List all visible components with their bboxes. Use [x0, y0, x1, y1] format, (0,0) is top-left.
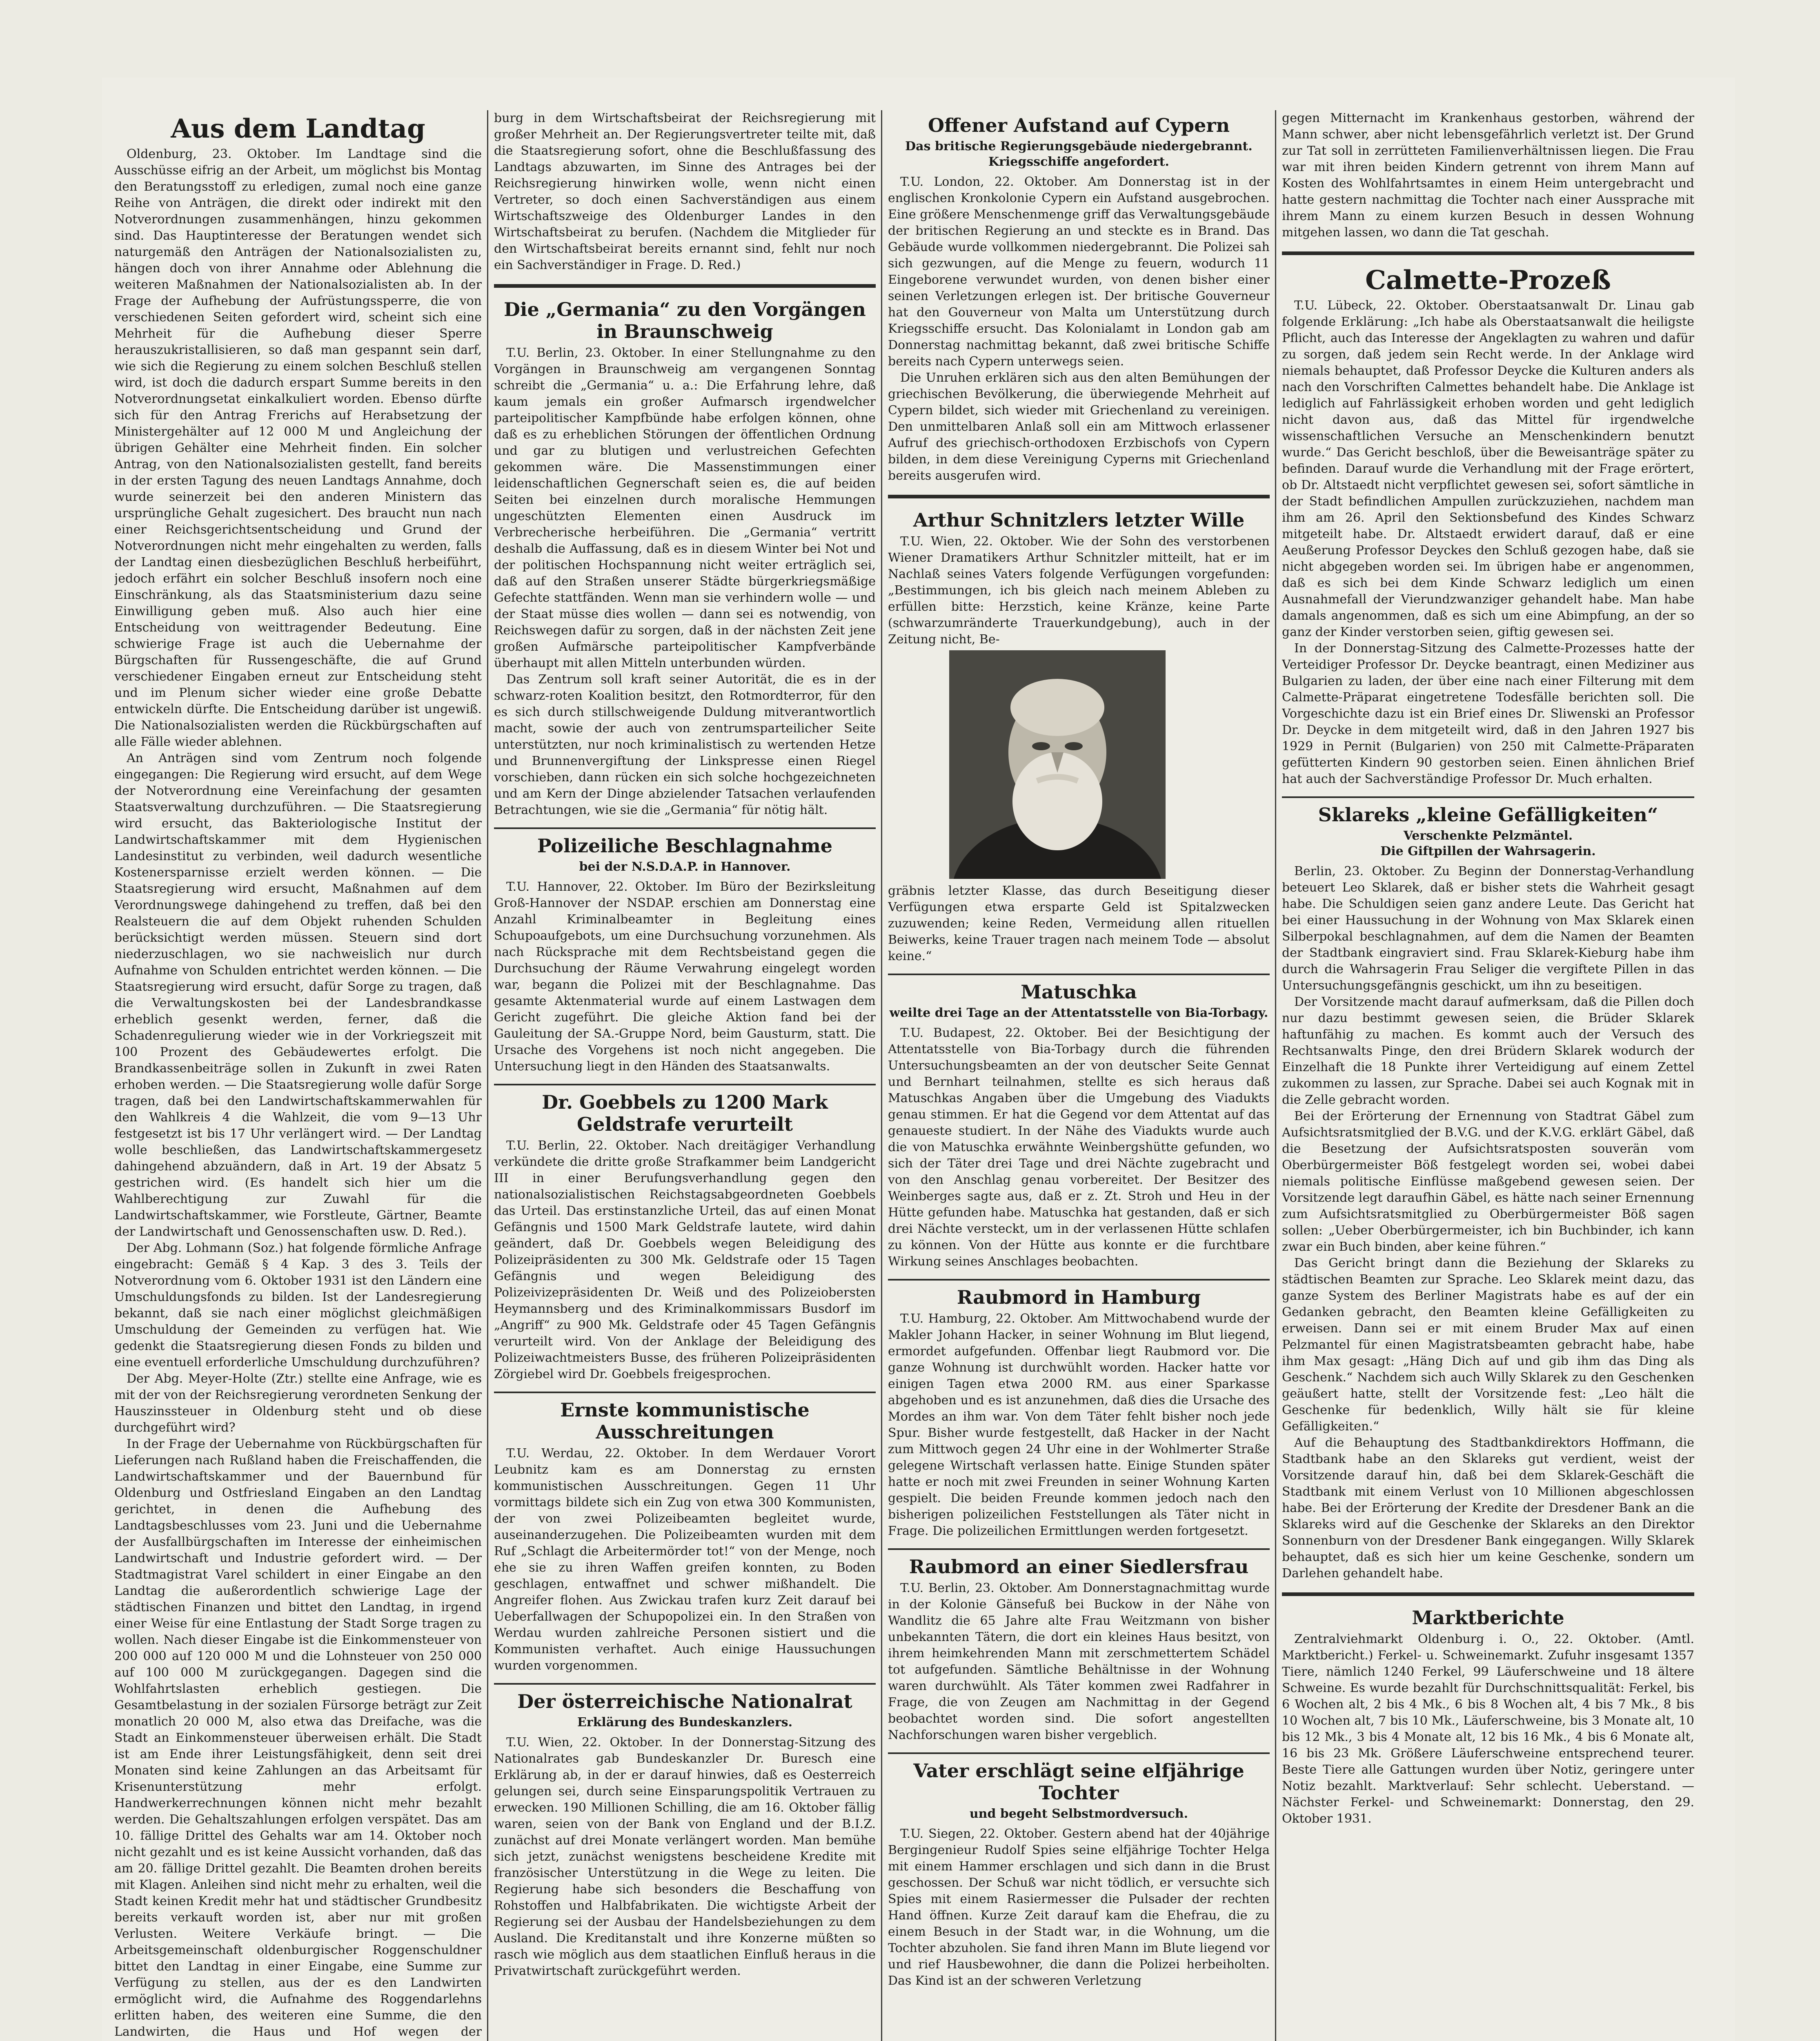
- article-paragraph: In der Frage der Uebernahme von Rückbürgschaften für Lieferungen nach Rußland haben die Freischaffenden, die Landwirtschaftskammer und der Bauernbund für Oldenburg und Ostfriesland Eingaben an den Landtag gerichtet, in denen die Aufhebung des Landtagsbeschlusses vom 23. Juni und die Uebernahme der Ausfallbürgschaften im Interesse der einheimischen Landwirtschaft und Industrie gefordert wird. — Der Stadtmagistrat Varel schildert in einer Eingabe an den Landtag die außerordentlich schwierige Lage der städtischen Finanzen und bittet den Landtag, in irgend einer Weise für eine Entlastung der Stadt Sorge tragen zu wollen. Nach dieser Eingabe ist die Einkommensteuer von 200 000 auf 120 000 M und die Lohnsteuer von 250 000 auf 100 000 M zurückgegangen. Dagegen sind die Wohlfahrtslasten erheblich gestiegen. Die Gesamtbelastung in der sozialen Fürsorge beträgt zur Zeit monatlich 20 000 M, also etwa das Dreifache, was die Stadt an Einkommensteuer überweisen erhält. Die Stadt ist am Ende ihrer Leistungsfähigkeit, denn seit drei Monaten sind keine Zahlungen an das Arbeitsamt für Krisenunterstützung mehr erfolgt. Handwerkerrechnungen können nicht mehr bezahlt werden. Die Gehaltszahlungen erfolgen verspätet. Das am 10. fällige Drittel des Gehalts war am 14. Oktober noch nicht gezahlt und es ist keine Aussicht vorhanden, daß das am 20. fällige Drittel gezahlt. Die Beamten drohen bereits mit Klagen. Anleihen sind nicht mehr zu erhalten, weil die Stadt keinen Kredit mehr hat und städtischer Grundbesitz bereits verkauft worden ist, aber nur mit großen Verlusten. Weitere Verkäufe bringt. — Die Arbeitsgemeinschaft oldenburgischer Roggenschuldner bittet den Landtag in einer Eingabe, eine Summe zur Verfügung zu stellen, aus der es den Landwirten ermöglicht wird, die Aufnahme des Roggendarlehns erlitten haben, des weiteren eine Summe, die den Landwirten, die Haus und Hof wegen der: [114, 1437, 482, 2039]
- portrait-photo: [949, 650, 1166, 879]
- article-subtitle: Das britische Regierungsgebäude niedergebrannt.: [905, 139, 1253, 153]
- article-goebbels: [494, 1091, 876, 1383]
- article-vater-tochter: [888, 1760, 1270, 1989]
- article-siedlersfrau: [888, 1556, 1270, 1743]
- article-paragraph: Berlin, 23. Oktober. Zu Beginn der Donnerstag-Verhandlung beteuert Leo Sklarek, daß er bisher stets die Wahrheit gesagt habe. Die Schuldigen seien ganz andere Leute. Das Gericht hat bei einer Haussuchung in der Wohnung von Max Sklarek einen Silberpokal beschlagnahmen, auf dem die Namen der Beamten der Stadtbank eingraviert sind. Frau Sklarek-Kieburg habe ihm durch die Wahrsagerin Frau Seliger die vergiftete Pillen in das Untersuchungsgefängnis geschickt, um ihn zu beseitigen.: [1282, 864, 1694, 993]
- article-subtitle: weilte drei Tage an der Attentatsstelle von Bia-Torbagy.: [889, 1006, 1268, 1020]
- section-rule: [494, 1084, 876, 1085]
- article-subtitle: Verschenkte Pelzmäntel.: [1403, 829, 1573, 843]
- section-rule: [494, 1683, 876, 1685]
- section-rule: [888, 495, 1270, 498]
- article-paragraph: Die Unruhen erklären sich aus den alten Bemühungen der griechischen Bevölkerung, die überwiegende Mehrheit auf Cypern bildet, sich wieder mit Griechenland zu vereinigen. Den unmittelbaren Anlaß soll ein am Mittwoch erlassener Aufruf des griechisch-orthodoxen Erzbischofs von Cypern bilden, in dem diese Vereinigung Cyperns mit Griechenland bereits ausgerufen wird.: [888, 371, 1270, 483]
- column-divider: [1275, 110, 1276, 2041]
- article-germania: [494, 298, 876, 818]
- article-paragraph: Bei der Erörterung der Ernennung von Stadtrat Gäbel zum Aufsichtsratsmitglied der B.V.G. und der K.V.G. erklärt Gäbel, daß die Besetzung der Aufsichtsratsposten souverän vom Oberbürgermeister Böß festgelegt worden sei, wobei dabei niemals politische Einflüsse maßgebend gewesen seien. Der Vorsitzende legt daraufhin Gäbel, es hätte nach seiner Ernennung zum Aufsichtsratsmitglied zu Oberbürgermeister Böß sagen sollen: „Ueber Oberbürgermeister, ich bin Buchbinder, ich kann zwar ein Buch binden, aber keine führen.“: [1282, 1109, 1694, 1254]
- article-paragraph: T.U. Hannover, 22. Oktober. Im Büro der Bezirksleitung Groß-Hannover der NSDAP. erschien am Donnerstag eine Anzahl Kriminalbeamter in Begleitung eines Schupoaufgebots, um eine Durchsuchung vorzunehmen. Als nach Rücksprache mit dem Rechtsbeistand gegen die Durchsuchung der Räume Verwahrung eingelegt worden war, begann die Polizei mit der Beschlagnahme. Das gesamte Aktenmaterial wurde auf einem Lastwagen dem Gericht zugeführt. Die gleiche Aktion fand bei der Gauleitung der SA.-Gruppe Nord, beim Gausturm, statt. Die Ursache des Vorgehens ist noch nicht angegeben. Die Untersuchung liegt in den Händen des Staatsanwalts.: [494, 880, 876, 1074]
- column-3: [888, 110, 1270, 2041]
- article-title: Marktberichte: [1412, 1607, 1564, 1629]
- article-paragraph: T.U. Berlin, 23. Oktober. In einer Stellungnahme zu den Vorgängen in Braunschweig am vergangenen Sonntag schreibt die „Germania“ u. a.: Die Erfahrung lehre, daß kaum jemals ein großer Aufmarsch irgendwelcher parteipolitischer Kampfbünde habe erfolgen können, ohne daß es zu erheblichen Störungen der öffentlichen Ordnung und gar zu blutigen und verlustreichen Gefechten gekommen wäre. Die Massenstimmungen einer leidenschaftlichen Gegnerschaft seien es, die auf beiden Seiten bei einzelnen durch moralische Hemmungen ungeschützten Elementen einen Ausdruck im Verbrecherische herbeiführen. Die „Germania“ vertritt deshalb die Auffassung, daß es in diesem Winter bei Not und der politischen Hochspannung nicht weiter erträglich sei, daß auf den Straßen unserer Städte bürgerkriegsmäßige Gefechte stattfänden. Wenn man sie verhindern wolle — und der Staat müsse dies wollen — dann sei es notwendig, von Reichswegen dafür zu sorgen, daß in der nächsten Zeit jene großen Aufmärsche parteipolitischer Kampfverbände überhaupt mit allen Mitteln unterbunden würden.: [494, 346, 876, 670]
- article-cypern: [888, 114, 1270, 484]
- article-title: Sklareks „kleine Gefälligkeiten“: [1318, 804, 1658, 826]
- article-paragraph: Das Gericht bringt dann die Beziehung der Sklareks zu städtischen Beamten zur Sprache. Leo Sklarek meint dazu, das ganze System des Berliner Magistrats habe es auf der ein Gedanken gebracht, den Beamten kleine Gefälligkeiten zu erweisen. Dann sei er mit einem Bruder Max auf einen Pelzmantel für einen Magistratsbeamten gebracht habe, habe ihm Max gesagt: „Häng Dich auf und gib ihm das Ding als Geschenk.“ Nachdem sich auch Willy Sklarek zu den Geschenken geäußert hatte, stellt der Vorsitzende fest: „Leo hält die Geschenke für bedenklich, Willy hält sie für kleine Gefälligkeiten.“: [1282, 1256, 1694, 1434]
- article-raubmord-hamburg: [888, 1286, 1270, 1539]
- article-calmette: [1282, 266, 1694, 787]
- article-paragraph: gräbnis letzter Klasse, das durch Beseitigung dieser Verfügungen etwa ersparte Geld ist Spitalzwecken zuzuwenden; keine Reden, Vermeidung allen rituellen Beiwerks, keine Trauer tragen nach meinem Tode — absolut keine.“: [888, 884, 1270, 963]
- section-rule: [888, 1752, 1270, 1754]
- column-1: [114, 110, 482, 2041]
- article-paragraph: Der Abg. Meyer-Holte (Ztr.) stellte eine Anfrage, wie es mit der von der Reichsregierung verordneten Senkung der Hauszinssteuer in Oldenburg steht und ob diese durchgeführt wird?: [114, 1372, 482, 1435]
- article-subtitle: Erklärung des Bundeskanzlers.: [577, 1715, 793, 1730]
- article-subtitle: Die Giftpillen der Wahrsagerin.: [1380, 844, 1596, 858]
- article-title: Matuschka: [1021, 981, 1137, 1003]
- portrait-illustration: [949, 650, 1166, 879]
- article-paragraph: T.U. Werdau, 22. Oktober. In dem Werdauer Vorort Leubnitz kam es am Donnerstag zu ernsten kommunistischen Ausschreitungen. Gegen 11 Uhr vormittags bildete sich ein Zug von etwa 300 Kommunisten, der von zwei Polizeibeamten begleitet wurde, auseinanderzugehen. Die Polizeibeamten wurden mit dem Ruf „Schlagt die Arbeitermörder tot!“ von der Menge, noch ehe sie zu ihren Waffen greifen konnten, zu Boden geschlagen, entwaffnet und schwer mißhandelt. Die Angreifer flohen. Aus Zwickau trafen kurz Zeit darauf bei Ueberfallwagen der Schupopolizei ein. In den Straßen von Werdau wurden zahlreiche Personen sistiert und die Kommunisten verhaftet. Auch einige Haussuchungen wurden vorgenommen.: [494, 1446, 876, 1673]
- article-marktberichte: [1282, 1607, 1694, 1827]
- article-paragraph: T.U. London, 22. Oktober. Am Donnerstag ist in der englischen Kronkolonie Cypern ein Aufstand ausgebrochen. Eine größere Menschenmenge griff das Verwaltungsgebäude der britischen Regierung an und steckte es in Brand. Das Gebäude wurde vollkommen niedergebrannt. Die Polizei sah sich gezwungen, auf die Menge zu feuern, wodurch 11 Eingeborene verwundet wurden, von denen bisher einer seinen Verletzungen erlegen ist. Der britische Gouverneur hat den Gouverneur von Malta um Unterstützung durch Kriegsschiffe ersucht. Das Kolonialamt in London gab am Donnerstag nachmittag bekannt, daß zwei britische Schiffe bereits nach Cypern unterwegs seien.: [888, 175, 1270, 369]
- article-paragraph: In der Donnerstag-Sitzung des Calmette-Prozesses hatte der Verteidiger Professor Dr. Deycke beantragt, einen Mediziner aus Bulgarien zu laden, der über eine nach einer Filterung mit dem Calmette-Präparat eingetretene Todesfälle berichten soll. Die Vorgeschichte dazu ist ein Brief eines Dr. Sliwenski an Professor Dr. Deycke in dem mitgeteilt wird, daß in den Jahren 1927 bis 1929 in Pernit (Bulgarien) von 250 mit Calmette-Präparaten gefütterten Kindern 90 gestorben seien. Einen ähnlichen Brief hat auch der Sachverständige Professor Dr. Much erhalten.: [1282, 641, 1694, 786]
- article-paragraph: T.U. Siegen, 22. Oktober. Gestern abend hat der 40jährige Bergingenieur Rudolf Spies seine elfjährige Tochter Helga mit einem Hammer erschlagen und sich dann in die Brust geschossen. Der Schuß war nicht tödlich, er versuchte sich Spies mit einem Rasiermesser die Pulsader der rechten Hand öffnen. Kurze Zeit darauf kam die Ehefrau, die zu einem Besuch in der Stadt war, in die Wohnung, um die Tochter abzuholen. Sie fand ihren Mann im Blute liegend vor und rief Hausbewohner, die dann die Polizei herbeiholten. Das Kind ist an der schweren Verletzung: [888, 1827, 1270, 1988]
- article-title: Der österreichische Nationalrat: [517, 1690, 852, 1712]
- article-paragraph: T.U. Wien, 22. Oktober. In der Donnerstag-Sitzung des Nationalrates gab Bundeskanzler Dr. Buresch eine Erklärung ab, in der er darauf hinwies, daß es Oesterreich gelungen sei, durch seine Einsparungspolitik Vertrauen zu erwecken. 190 Millionen Schilling, die am 16. Oktober fällig waren, seien von der Bank von England und der B.I.Z. zunächst auf drei Monate verlängert worden. Man bemühe sich jetzt, zunächst wenigstens bescheidene Kredite mit französischer Unterstützung in die Wege zu leiten. Die Regierung habe sich besonders die Beschaffung von Rohstoffen und Halbfabrikaten. Die wichtigste Arbeit der Regierung sei der Ausbau der Handelsbeziehungen zu dem Ausland. Die Kreditanstalt und ihre Konzerne müßten so rasch wie möglich aus dem staatlichen Einfluß heraus in die Privatwirtschaft zurückgeführt werden.: [494, 1735, 876, 1978]
- article-schnitzler: [888, 509, 1270, 965]
- section-rule: [888, 1548, 1270, 1550]
- article-title: Raubmord in Hamburg: [957, 1286, 1201, 1308]
- section-rule: [1282, 796, 1694, 798]
- article-paragraph: Zentralviehmarkt Oldenburg i. O., 22. Oktober. (Amtl. Marktbericht.) Ferkel- u. Schweinemarkt. Zufuhr insgesamt 1357 Tiere, nämlich 1240 Ferkel, 99 Läuferschweine und 18 ältere Schweine. Es wurde bezahlt für Durchschnittsqualität: Ferkel, bis 6 Wochen alt, 2 bis 4 Mk., 6 bis 8 Wochen alt, 4 bis 7 Mk., 8 bis 10 Wochen alt, 7 bis 10 Mk., Läuferschweine, bis 3 Monate alt, 10 bis 12 Mk., 3 bis 4 Monate alt, 12 bis 16 Mk., 4 bis 6 Monate alt, 16 bis 23 Mk. Größere Läuferschweine entsprechend teurer. Beste Tiere alle Gattungen wurden über Notiz, geringere unter Notiz bezahlt. Marktverlauf: Sehr schlecht. Ueberstand. — Nächster Ferkel- und Schweinemarkt: Donnerstag, den 29. Oktober 1931.: [1282, 1632, 1694, 1826]
- article-title: Aus dem Landtag: [171, 113, 425, 144]
- article-paragraph: T.U. Wien, 22. Oktober. Wie der Sohn des verstorbenen Wiener Dramatikers Arthur Schnitzler mitteilt, hat er im Nachlaß seines Vaters folgende Verfügungen vorgefunden: „Bestimmungen, ich bis gleich nach meinem Ableben zu erfüllen bitte: Herzstich, keine Kränze, keine Parte (schwarzumränderte Trauerkundgebung), auch in der Zeitung nicht, Be-: [888, 534, 1270, 647]
- article-title: Vater erschlägt seine elfjährige Tochter: [913, 1760, 1244, 1804]
- article-paragraph: An Anträgen sind vom Zentrum noch folgende eingegangen: Die Regierung wird ersucht, auf dem Wege der Notverordnung eine Vereinfachung der gesamten Staatsverwaltung durchzuführen. — Die Staatsregierung wird ersucht, das Bakteriologische Institut der Landwirtschaftskammer mit dem Hygienischen Landesinstitut zu verbinden, weil dadurch wesentliche Kostenersparnisse erzielt werden können. — Die Staatsregierung wird ersucht, Maßnahmen auf dem Verordnungswege dahingehend zu treffen, daß bei den Realsteuern die auf dem Objekt ruhenden Schulden berücksichtigt werden müssen. Steuern sind dort niederzuschlagen, wo sie nachweislich nur durch Aufnahme von Schulden entrichtet werden können. — Die Staatsregierung wird ersucht, dafür Sorge zu tragen, daß die Verwaltungskosten bei der Landesbrandkasse erheblich gesenkt werden, ferner, daß die Schadenregulierung wieder wie in der Vorkriegszeit mit 100 Prozent des Gebäudewertes erfolgt. Die Brandkassenbeiträge sollen in Zukunft in zwei Raten erhoben werden. — Die Staatsregierung wolle dafür Sorge tragen, daß bei den Landwirtschaftskammerwahlen für den Wahlkreis 4 die Wahlzeit, die vom 9—13 Uhr festgesetzt ist bis 17 Uhr verlängert wird. — Der Landtag wolle beschließen, das Landwirtschaftskammergesetz dahingehend abzuändern, daß in Art. 19 der Absatz 5 gestrichen wird. (Es handelt sich hier um die Wahlberechtigung zur Zuwahl für die Landwirtschaftskammer, wie Forstleute, Gärtner, Beamte der Landwirtschaft und Genossenschaften usw. D. Red.).: [114, 751, 482, 1239]
- article-sklarek: [1282, 804, 1694, 1582]
- article-paragraph: Das Zentrum soll kraft seiner Autorität, die es in der schwarz-roten Koalition besitzt, den Rotmordterror, für den es sich durch stillschweigende Duldung mitverantwortlich macht, sowie der auch von zentrumsparteilicher Seite unterstützten, nur noch kriminalistisch zu wertenden Hetze und Brunnenvergiftung der Linkspresse einen Riegel vorschieben, dann rücken ein sich solche hochgezeichneten und am Kern der Dinge abzielender Tatsachen verlaufenden Betrachtungen, wie sie die „Germania“ für nötig hält.: [494, 672, 876, 817]
- column-divider: [881, 110, 882, 2041]
- article-subtitle: bei der N.S.D.A.P. in Hannover.: [579, 860, 791, 874]
- column-divider: [487, 110, 488, 2041]
- article-title: Dr. Goebbels zu 1200 Mark Geldstrafe verurteilt: [542, 1091, 828, 1135]
- article-subtitle: und begeht Selbstmordversuch.: [969, 1807, 1188, 1821]
- section-rule: [1282, 1592, 1694, 1596]
- article-paragraph: T.U. Berlin, 23. Oktober. Am Donnerstagnachmittag wurde in der Kolonie Gänsefuß bei Buckow in der Nähe von Wandlitz die 65 Jahre alte Frau Weitzmann von bisher unbekannten Tätern, die dort ein kleines Haus besitzt, von ihrem heimkehrenden Mann mit zerschmettertem Schädel tot aufgefunden. Sämtliche Behältnisse in der Wohnung waren durchwühlt. Als Täter kommen zwei Radfahrer in Frage, die von Zeugen am Nachmittag in der Gegend beobachtet worden sind. Die sofort angestellten Nachforschungen waren bisher vergeblich.: [888, 1581, 1270, 1742]
- article-paragraph: gegen Mitternacht im Krankenhaus gestorben, während der Mann schwer, aber nicht lebensgefährlich verletzt ist. Der Grund zur Tat soll in zerrütteten Familienverhältnissen liegen. Die Frau war mit ihren beiden Kindern getrennt von ihrem Mann auf Kosten des Wohlfahrtsamtes in einem Heim untergebracht und hatte gestern nachmittag die Tochter nach einer Aussprache mit ihrem Mann zu einem kurzen Besuch in dessen Wohnung mitgehen lassen, wo dann die Tat geschah.: [1282, 111, 1694, 240]
- article-title: Polizeiliche Beschlagnahme: [537, 835, 833, 857]
- article-title: Arthur Schnitzlers letzter Wille: [913, 509, 1245, 531]
- article-paragraph: T.U. Hamburg, 22. Oktober. Am Mittwochabend wurde der Makler Johann Hacker, in seiner Wohnung im Blut liegend, ermordet aufgefunden. Offenbar liegt Raubmord vor. Die ganze Wohnung ist durchwühlt worden. Hacker hatte vor einigen Tagen etwa 2000 RM. aus einer Sparkasse abgehoben und es ist anzunehmen, daß dies die Ursache des Mordes an ihm war. Von dem Täter fehlt bisher noch jede Spur. Bisher wurde festgestellt, daß Hacker in der Nacht zum Mittwoch gegen 24 Uhr eine in der Wohlmerter Straße gelegene Wirtschaft verlassen hatte. Einige Stunden später hatte er noch mit zwei Freunden in seiner Wohnung Karten gespielt. Die beiden Freunde kommen jedoch nach den bisherigen polizeilichen Feststellungen als Täter nicht in Frage. Die polizeilichen Ermittlungen werden fortgesetzt.: [888, 1312, 1270, 1538]
- section-rule: [494, 284, 876, 288]
- article-paragraph: Der Vorsitzende macht darauf aufmerksam, daß die Pillen doch nur dazu bestimmt gewesen seien, die Brüder Sklarek haftunfähig zu machen. Es kommt auch der Versuch des Rechtsanwalts Pinge, den drei Brüdern Sklarek wodurch der Einzelhaft die 18 Punkte ihrer Verteidigung auf einem Zettel zukommen zu lassen, zur Sprache. Dabei sei auch Kognak mit in die Zelle gebracht worden.: [1282, 995, 1694, 1107]
- section-rule: [888, 974, 1270, 975]
- article-nationalrat: [494, 1690, 876, 1979]
- article-paragraph: T.U. Lübeck, 22. Oktober. Oberstaatsanwalt Dr. Linau gab folgende Erklärung: „Ich habe als Oberstaatsanwalt die heiligste Pflicht, auch das Interesse der Angeklagten zu wahren und dafür zu sorgen, daß jedem sein Recht werde. In der Anklage wird niemals behauptet, daß Professor Deycke die Kulturen anders als nach den Vorschriften Calmettes behandelt habe. Die Anklage ist lediglich auf Fahrlässigkeit erhoben worden und geht lediglich nicht davon aus, daß das Mittel für irgendwelche wissenschaftlichen Versuche an Menschenkindern benutzt wurde.“ Das Gericht beschloß, über die Beweisanträge später zu befinden. Darauf wurde die Verhandlung mit der Frage erörtert, ob Dr. Altstaedt nicht verpflichtet gewesen sei, sofort sämtliche in der Stadt befindlichen Ampullen zurückzuziehen, nachdem man ihm am 26. April den Sektionsbefund des Kindes Schwarz mitgeteilt habe. Dr. Altstaedt erwidert darauf, daß er eine Aeußerung Professor Deyckes den Schluß gezogen habe, daß sie nicht abgegeben worden sei. Im übrigen habe er angenommen, daß es sich bei dem Kinde Schwarz lediglich um einen Ausnahmefall der Vierundzwanziger gehandelt habe. Man habe damals angenommen, daß es sich um eine Abimpfung, an der so ganz der Kinder verstorben seien, giftig gewesen sei.: [1282, 298, 1694, 639]
- article-title: Die „Germania“ zu den Vorgängen in Braunschweig: [504, 298, 866, 342]
- article-paragraph: burg in dem Wirtschaftsbeirat der Reichsregierung mit großer Mehrheit an. Der Regierungsvertreter teilte mit, daß die Staatsregierung sofort, ohne die Beschlußfassung des Landtags abzuwarten, im Sinne des Antrages bei der Reichsregierung hinwirken wolle, wenn nicht einen Vertreter, so doch einen Sachverständigen aus einem Wirtschaftszweige des Oldenburger Landes in den Wirtschaftsbeirat zu berufen. (Nachdem die Mitglieder für den Wirtschaftsbeirat bereits ernannt sind, fehlt nur noch ein Sachverständiger in Frage. D. Red.): [494, 111, 876, 272]
- article-paragraph: Auf die Behauptung des Stadtbankdirektors Hoffmann, die Stadtbank habe an den Sklareks gut verdient, weist der Vorsitzende darauf hin, daß bei dem Sklarek-Geschäft die Stadtbank mit einem Verlust von 10 Millionen abgeschlossen habe. Bei der Erörterung der Kredite der Dresdener Bank an die Sklareks wird auf die Geschenke der Sklareks an den Direktor Sonnenburn von der Dresdener Bank eingegangen. Willy Sklarek behauptet, daß es sich hier um keine Geschenke, sondern um Darlehen gehandelt habe.: [1282, 1436, 1694, 1581]
- article-matuschka: [888, 981, 1270, 1270]
- section-rule: [1282, 251, 1694, 255]
- article-paragraph: T.U. Budapest, 22. Oktober. Bei der Besichtigung der Attentatsstelle von Bia-Torbagy durch die führenden Untersuchungsbeamten an der von deutscher Seite Gennat und Bernhart teilnahmen, stellte es sich heraus daß Matuschkas Angaben über die Umgebung des Viadukts genau stimmen. Er hat die Gegend vor dem Attentat auf das genaueste studiert. In der Nähe des Viadukts wurde auch die von Matuschka erwähnte Weinbergshütte gefunden, wo sich der Täter drei Tage und drei Nächte zugebracht und von den Anschlag genau vorbereitet. Der Besitzer des Weinberges sagte aus, daß er z. Zt. Stroh und Heu in der Hütte gefunden habe. Matuschka hat gestanden, daß er sich drei Nächte versteckt, um in der verlassenen Hütte schlafen zu können. Von der Hütte aus konnte er die furchtbare Wirkung seines Anschlages beobachten.: [888, 1026, 1270, 1269]
- article-subtitle: Kriegsschiffe angefordert.: [988, 155, 1169, 169]
- article-ausschreitungen: [494, 1399, 876, 1674]
- column-4: [1282, 110, 1694, 2041]
- article-paragraph: T.U. Berlin, 22. Oktober. Nach dreitägiger Verhandlung verkündete die dritte große Strafkammer beim Landgericht III in einer Berufungsverhandlung gegen den nationalsozialistischen Reichstagsabgeordneten Goebbels das Urteil. Das erstinstanzliche Urteil, das auf einen Monat Gefängnis und 1500 Mark Geldstrafe lautete, wird dahin geändert, daß Dr. Goebbels wegen Beleidigung des Polizeipräsidenten zu 300 Mk. Geldstrafe oder 15 Tagen Gefängnis und wegen Beleidigung des Polizeivizepräsidenten Dr. Weiß und des Polizeiobersten Heymannsberg und des Kriminalkommissars Busdorf im „Angriff“ zu 900 Mk. Geldstrafe oder 45 Tagen Gefängnis verurteilt wird. Von der Anklage der Beleidigung des Polizeiwachtmeisters Busse, des früheren Polizeipräsidenten Zörgiebel wird Dr. Goebbels freigesprochen.: [494, 1138, 876, 1381]
- newspaper-page: [102, 78, 1735, 2041]
- article-title: Raubmord an einer Siedlersfrau: [909, 1556, 1249, 1578]
- section-rule: [494, 1392, 876, 1393]
- article-title: Offener Aufstand auf Cypern: [928, 114, 1230, 136]
- article-paragraph: Der Abg. Lohmann (Soz.) hat folgende förmliche Anfrage eingebracht: Gemäß § 4 Kap. 3 des 3. Teils der Notverordnung vom 6. Oktober 1931 ist den Ländern eine Umschuldungsfonds zu bilden. Ist der Landesregierung bekannt, daß sie nach einer möglichst gleichmäßigen Umschuldung der Gemeinden zu verfügen hat. Wie gedenkt die Staatsregierung diesen Fonds zu bilden und eine eventuell erforderliche Umschuldung durchzuführen?: [114, 1241, 482, 1370]
- article-title: Calmette-Prozeß: [1365, 265, 1611, 296]
- section-rule: [888, 1279, 1270, 1281]
- article-paragraph: Oldenburg, 23. Oktober. Im Landtage sind die Ausschüsse eifrig an der Arbeit, um möglichst bis Montag den Beratungsstoff zu erledigen, zumal noch eine ganze Reihe von Anträgen, die direkt oder indirekt mit den Notverordnungen zusammenhängen, hinzu gekommen sind. Das Hauptinteresse der Beratungen wendet sich naturgemäß den Anträgen der Nationalsozialisten zu, hängen doch von ihrer Annahme oder Ablehnung die weiteren Maßnahmen der Nationalsozialisten ab. In der Frage der Aufhebung der Aufrüstungssperre, die von verschiedenen Seiten gefordert wird, scheint sich eine Mehrheit für die Aufhebung dieser Sperre herauszukristallisieren, so daß man gespannt sein darf, wie sich die Regierung zu einem solchen Beschluß stellen wird, ist doch die dadurch erspart Summe bereits in den Notverordnungsetat einkalkuliert worden. Ebenso dürfte sich für den Antrag Frerichs auf Herabsetzung der Ministergehälter auf 12 000 M und Angleichung der übrigen Gehälter eine Mehrheit finden. Ein solcher Antrag, von den Nationalsozialisten gestellt, fand bereits in der ersten Tagung des neuen Landtags Annahme, doch wurde seinerzeit bei den anderen Ministern das ursprüngliche Gehalt zugesichert. Des braucht nun nach einer Reichsgerichtsentscheidung und Grund der Notverordnungen nicht mehr eingehalten zu werden, falls der Landtag einen diesbezüglichen Beschluß herbeiführt, jedoch erfährt ein solcher Beschluß insofern noch eine Einschränkung, als das Staatsministerium dazu seine Einwilligung geben muß. Also auch hier eine Entscheidung von weittragender Bedeutung. Eine schwierige Frage ist auch die Uebernahme der Bürgschaften für Russengeschäfte, die auf Grund verschiedener Eingaben erneut zur Entscheidung steht und im Plenum sicher wieder eine große Debatte entwickeln dürfte. Die Entscheidung darüber ist ungewiß. Die Nationalsozialisten werden die Rückbürgschaften auf alle Fälle wieder ablehnen.: [114, 147, 482, 749]
- column-2: [494, 110, 876, 2041]
- article-beschlagnahme: [494, 835, 876, 1075]
- section-rule: [494, 827, 876, 829]
- article-title: Ernste kommunistische Ausschreitungen: [560, 1399, 810, 1443]
